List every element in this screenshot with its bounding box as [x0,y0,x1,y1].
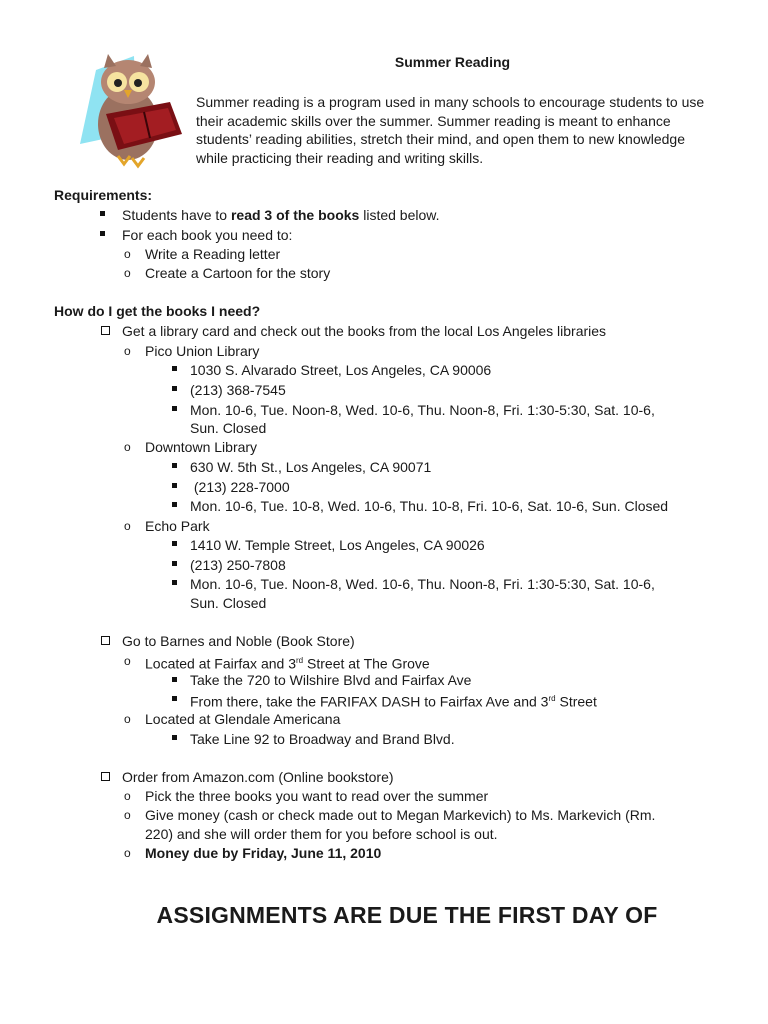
circle-bullet-icon: o [124,712,131,726]
intro-paragraph: Summer reading is a program used in many schools to encourage students to use their academic skills over the summer. Summer reading is meant to enhance students’ reading abilities, stretch their mind, and open them to new knowledge while practicing their reading and writing skills. [196,94,705,166]
page-title: Summer Reading [394,54,511,70]
library-hours: Sun. Closed [190,595,267,611]
direction-step: Take Line 92 to Broadway and Brand Blvd. [190,731,455,747]
circle-bullet-icon: o [124,247,131,261]
circle-bullet-icon: o [124,266,131,280]
square-bullet-icon [172,561,177,566]
square-bullet-icon [172,580,177,585]
circle-bullet-icon: o [124,846,131,860]
amazon-step: Pick the three books you want to read over the summer [145,788,489,804]
square-bullet-icon [100,211,105,216]
library-phone: (213) 368-7545 [190,382,286,398]
amazon-step: Give money (cash or check made out to Megan Markevich) to Ms. Markevich (Rm. [145,807,656,823]
square-bullet-icon [172,366,177,371]
requirement-subitem: Write a Reading letter [145,246,281,262]
square-bullet-icon [172,463,177,468]
library-address: 1410 W. Temple Street, Los Angeles, CA 90026 [190,537,485,553]
store-location: Located at Glendale Americana [145,711,341,727]
square-bullet-icon [172,483,177,488]
circle-bullet-icon: o [124,344,131,358]
library-option: Get a library card and check out the books from the local Los Angeles libraries [122,323,607,339]
square-bullet-icon [172,696,177,701]
store-location: Located at Fairfax and 3rd Street at The Grove [145,655,430,672]
square-bullet-icon [172,735,177,740]
library-name: Pico Union Library [145,343,260,359]
amazon-step: 220) and she will order them for you before school is out. [145,826,498,842]
library-hours: Mon. 10-6, Tue. Noon-8, Wed. 10-6, Thu. Noon-8, Fri. 1:30-5:30, Sat. 10-6, [190,576,655,592]
circle-bullet-icon: o [124,808,131,822]
library-phone: (213) 250-7808 [190,557,286,573]
square-bullet-icon [100,231,105,236]
circle-bullet-icon: o [124,440,131,454]
money-due-date: Money due by Friday, June 11, 2010 [145,845,382,861]
checkbox-icon [101,772,110,781]
direction-step: Take the 720 to Wilshire Blvd and Fairfax Ave [190,672,472,688]
square-bullet-icon [172,406,177,411]
square-bullet-icon [172,677,177,682]
assignments-due-banner: ASSIGNMENTS ARE DUE THE FIRST DAY OF [156,902,658,928]
library-hours: Mon. 10-6, Tue. Noon-8, Wed. 10-6, Thu. Noon-8, Fri. 1:30-5:30, Sat. 10-6, [190,402,655,418]
library-address: 1030 S. Alvarado Street, Los Angeles, CA 90006 [190,362,492,378]
amazon-option: Order from Amazon.com (Online bookstore) [122,769,394,785]
circle-bullet-icon: o [124,519,131,533]
library-hours: Mon. 10-6, Tue. 10-8, Wed. 10-6, Thu. 10-8, Fri. 10-6, Sat. 10-6, Sun. Closed [190,498,669,514]
square-bullet-icon [172,386,177,391]
direction-step: From there, take the FARIFAX DASH to Fairfax Ave and 3rd Street [190,693,597,710]
square-bullet-icon [172,541,177,546]
books-heading: How do I get the books I need? [54,303,261,319]
requirement-item: For each book you need to: [122,227,293,243]
circle-bullet-icon: o [124,654,131,668]
library-phone: (213) 228-7000 [190,479,290,495]
checkbox-icon [101,636,110,645]
library-address: 630 W. 5th St., Los Angeles, CA 90071 [190,459,432,475]
circle-bullet-icon: o [124,789,131,803]
library-hours: Sun. Closed [190,420,267,436]
library-name: Echo Park [145,518,210,534]
barnes-option: Go to Barnes and Noble (Book Store) [122,633,355,649]
library-name: Downtown Library [145,439,258,455]
requirement-item: Students have to read 3 of the books listed below. [122,207,440,223]
requirement-subitem: Create a Cartoon for the story [145,265,331,281]
checkbox-icon [101,326,110,335]
owl-reading-book-illustration [74,52,192,174]
requirements-heading: Requirements: [54,187,153,203]
square-bullet-icon [172,502,177,507]
